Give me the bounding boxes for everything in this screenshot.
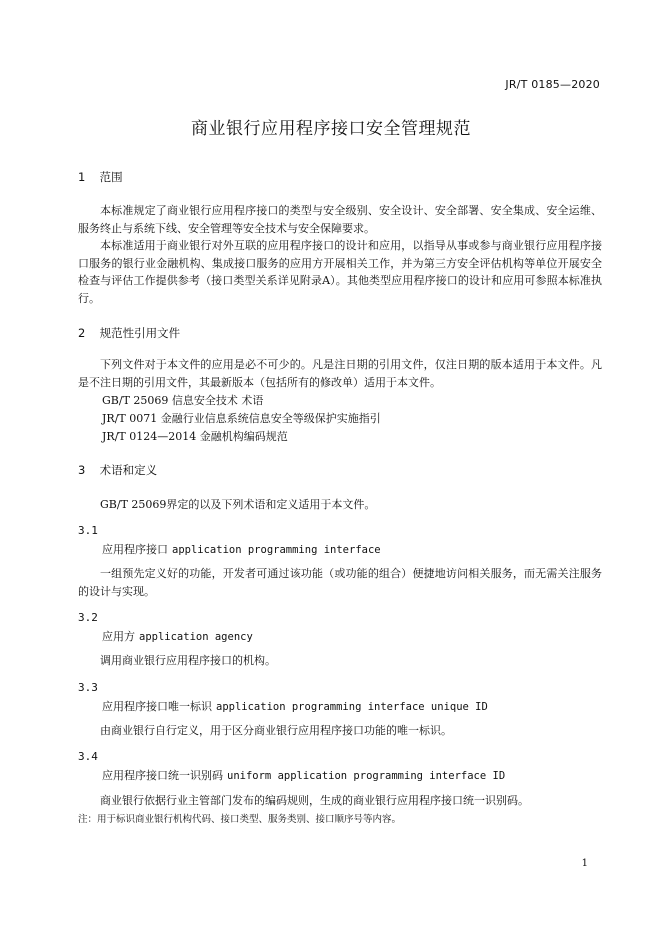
term-en: application agency — [139, 631, 253, 643]
scope-body — [78, 202, 602, 307]
definition-text: 由商业银行自行定义，用于区分商业银行应用程序接口功能的唯一标识。 — [100, 724, 452, 737]
paragraph: 本标准适用于商业银行对外互联的应用程序接口的设计和应用，以指导从事或参与商业银行应用程序接口服务的银行业金融机构、集成接口服务的应用方开展相关工作，并为第三方安全评估机构等单位开展安全检查与评估工作提供参考（接口类型关系详见附录A）。其他类型应用程序接口的设计和应用可参照本标准执行。 — [78, 239, 602, 305]
term-heading — [102, 628, 253, 644]
term-heading — [102, 698, 488, 714]
term-zh: 应用程序接口唯一标识 — [102, 700, 212, 713]
section-heading-scope — [78, 169, 123, 185]
standard-code: JR/T 0185—2020 — [505, 78, 600, 91]
term-en: application programming interface — [172, 544, 381, 556]
reference-item: GB/T 25069 信息安全技术 术语 — [102, 394, 264, 407]
definition-text: 一组预先定义好的功能，开发者可通过该功能（或功能的组合）便捷地访问相关服务，而无需关注服务的设计与实现。 — [78, 567, 602, 598]
term-definition — [78, 652, 602, 670]
section-title: 术语和定义 — [99, 463, 158, 477]
term-number: 3.1 — [78, 524, 98, 537]
term-heading — [102, 541, 381, 557]
references-body — [78, 356, 602, 391]
section-number: 3 — [78, 463, 86, 477]
term-note: 注：用于标识商业银行机构代码、接口类型、服务类别、接口顺序号等内容。 — [78, 814, 402, 825]
paragraph: 下列文件对于本文件的应用是必不可少的。凡是注日期的引用文件，仅注日期的版本适用于本文件。凡是不注日期的引用文件，其最新版本（包括所有的修改单）适用于本文件。 — [78, 358, 602, 389]
paragraph: GB/T 25069界定的以及下列术语和定义适用于本文件。 — [100, 498, 376, 511]
reference-item: JR/T 0071 金融行业信息系统信息安全等级保护实施指引 — [102, 412, 381, 425]
term-definition — [78, 722, 602, 740]
term-number: 3.3 — [78, 681, 98, 694]
paragraph: 本标准规定了商业银行应用程序接口的类型与安全级别、安全设计、安全部署、安全集成、安全运维、服务终止与系统下线、安全管理等安全技术与安全保障要求。 — [78, 204, 602, 235]
document-title: 商业银行应用程序接口安全管理规范 — [191, 119, 471, 139]
reference-item: JR/T 0124—2014 金融机构编码规范 — [102, 430, 288, 443]
section-title: 规范性引用文件 — [99, 326, 181, 340]
term-zh: 应用方 — [102, 630, 135, 643]
term-en: application programming interface unique ID — [216, 701, 488, 713]
definition-text: 商业银行依据行业主管部门发布的编码规则，生成的商业银行应用程序接口统一识别码。 — [100, 794, 529, 807]
section-number: 2 — [78, 326, 86, 340]
term-definition — [78, 792, 602, 810]
section-title: 范围 — [99, 170, 123, 184]
term-zh: 应用程序接口 — [102, 543, 168, 556]
section-heading-normative-references — [78, 325, 180, 341]
terms-intro — [78, 496, 602, 514]
term-heading — [102, 767, 505, 783]
definition-text: 调用商业银行应用程序接口的机构。 — [100, 654, 276, 667]
section-heading-terms — [78, 462, 157, 478]
term-number: 3.4 — [78, 750, 98, 763]
term-en: uniform application programming interface ID — [227, 770, 506, 782]
term-definition — [78, 565, 602, 600]
term-number: 3.2 — [78, 611, 98, 624]
page-number: 1 — [581, 858, 588, 869]
section-number: 1 — [78, 170, 86, 184]
term-zh: 应用程序接口统一识别码 — [102, 769, 223, 782]
